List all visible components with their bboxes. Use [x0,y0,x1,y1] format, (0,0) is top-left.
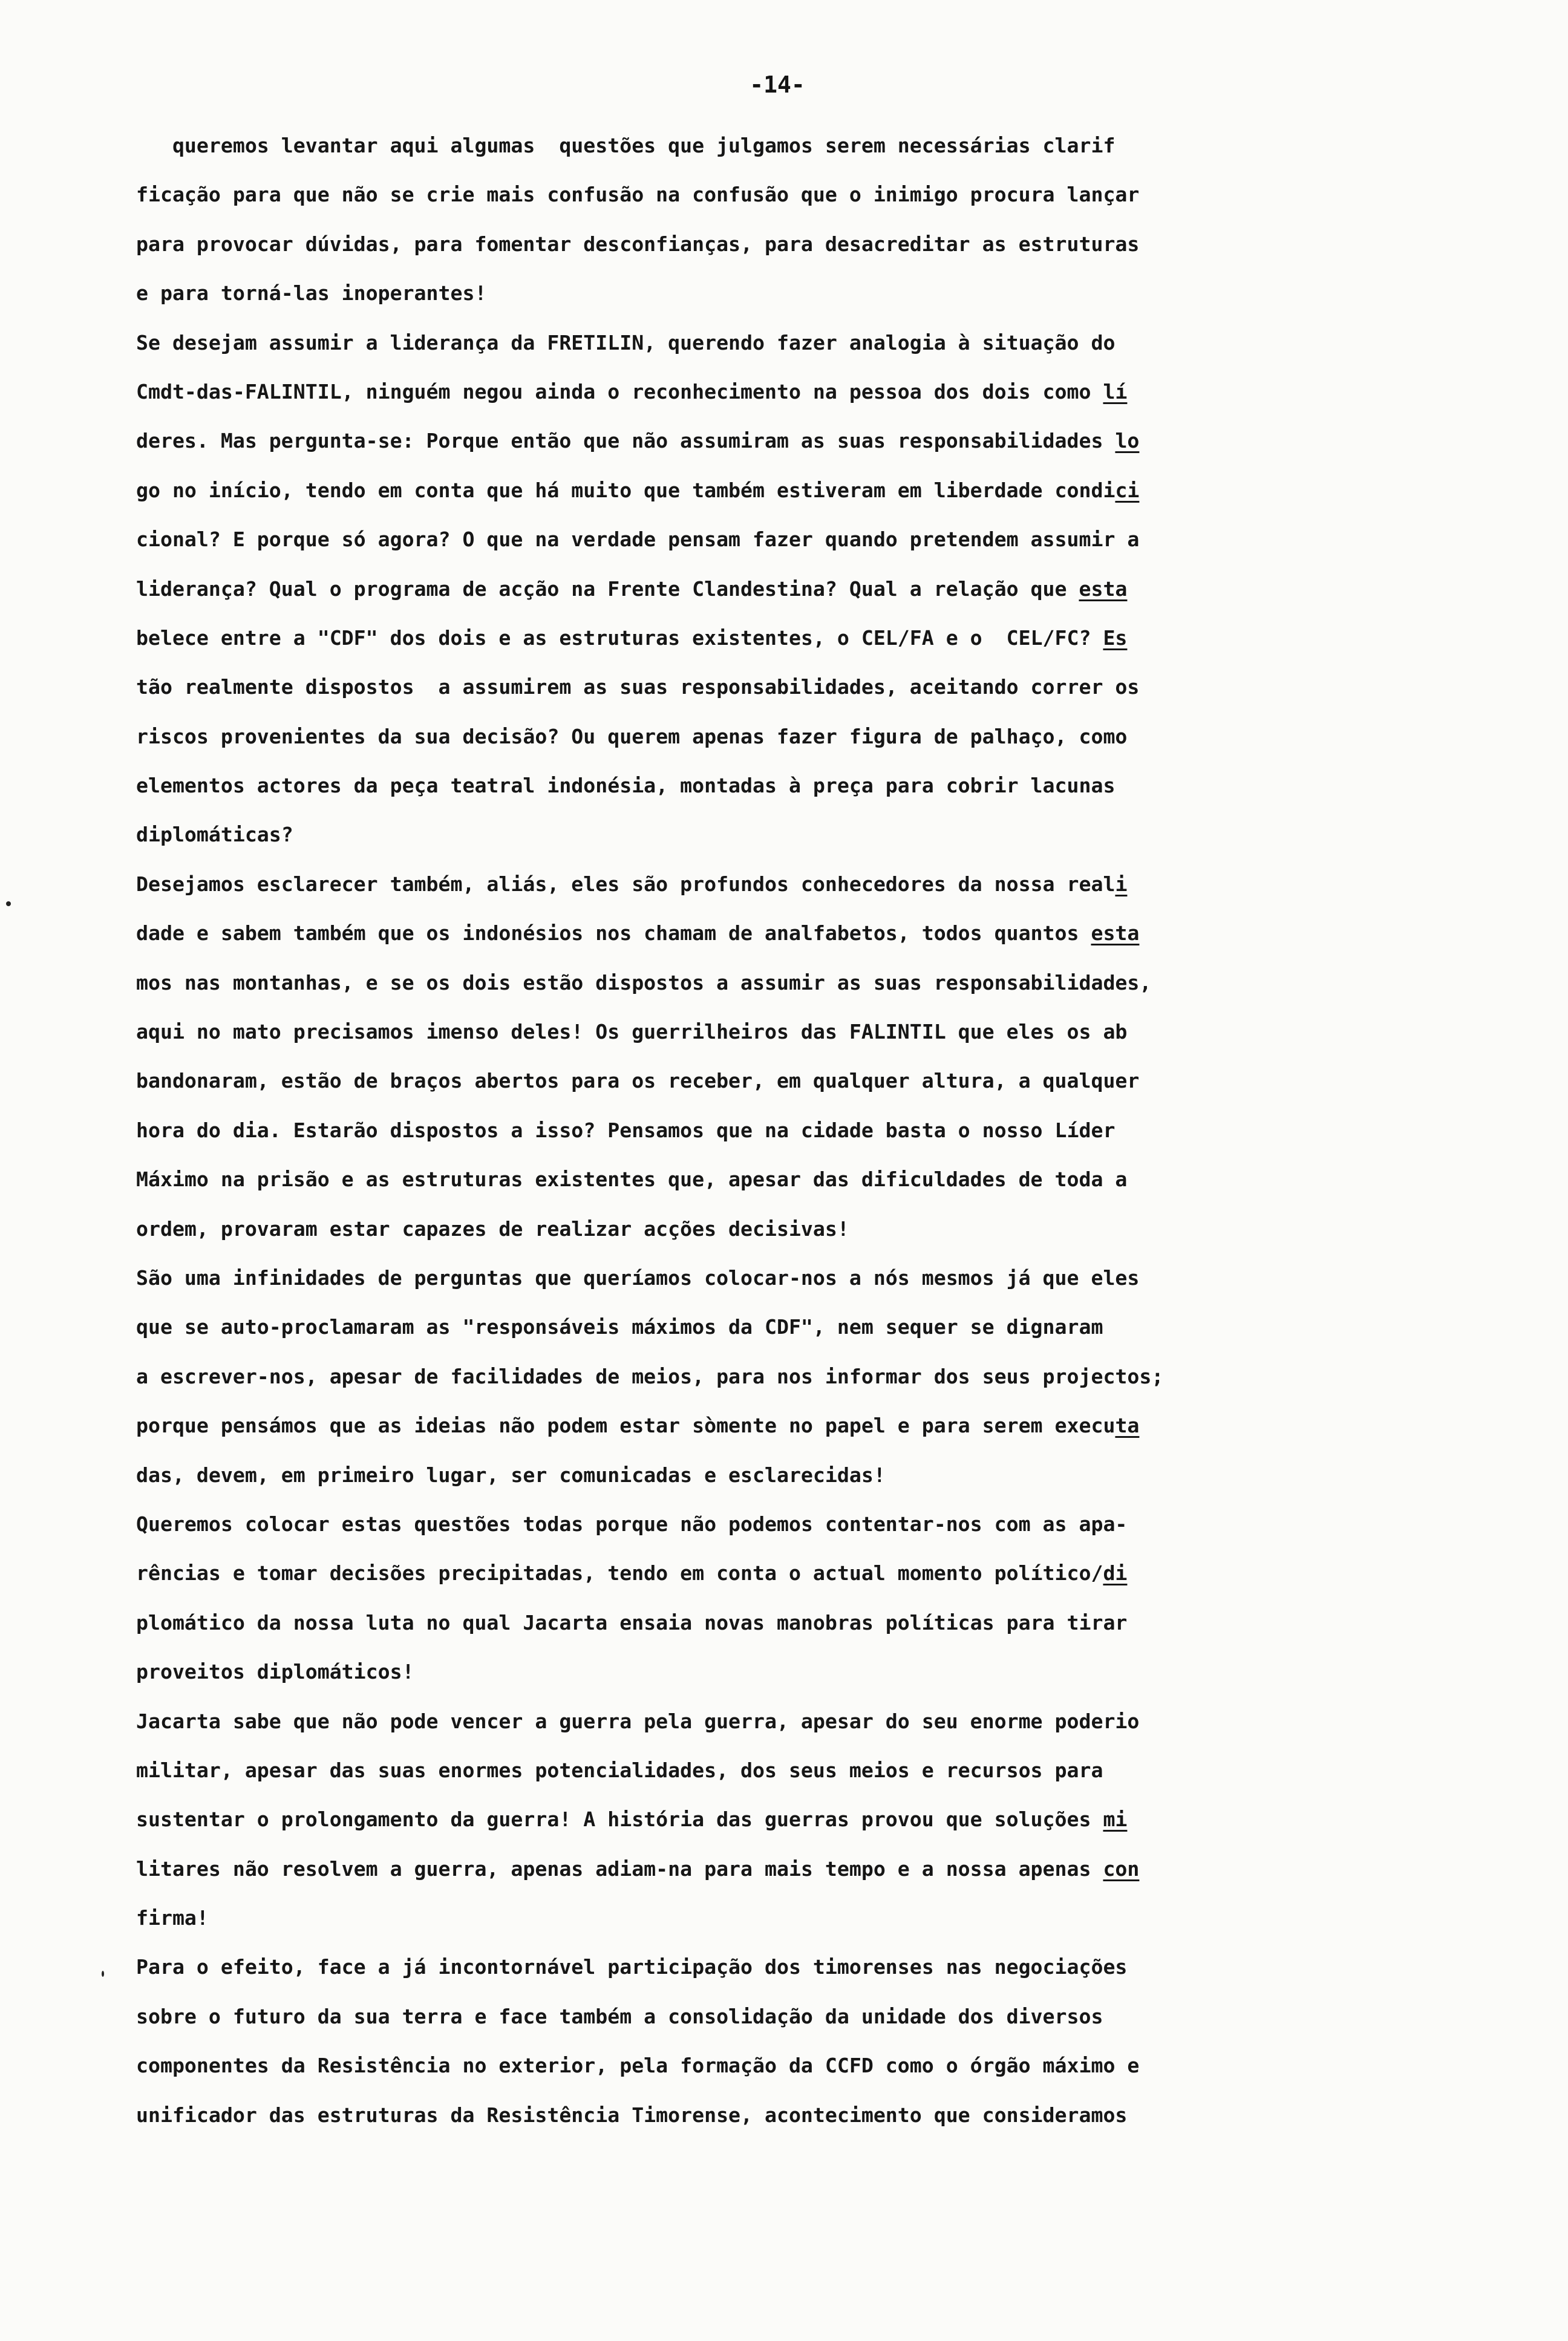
line-text: liderança? Qual o programa de acção na Frente Clandestina? Qual a relação que [136,576,1079,601]
line-text: ordem, provaram estar capazes de realizar acções decisivas! [136,1216,849,1241]
margin-mark [102,1971,104,1977]
line-text: ficação para que não se crie mais confusão na confusão que o inimigo procura lançar [136,183,1140,207]
text-line [136,220,1406,269]
line-text: go no início, tendo em conta que há muito que também estiveram em liberdade condi [136,478,1116,502]
text-line [136,1106,1406,1155]
line-text: Para o efeito, face a já incontornável participação dos timorenses nas negociações [136,1955,1128,1979]
underlined-syllable: lí [1103,379,1128,403]
text-line [136,416,1406,465]
line-text: Queremos colocar estas questões todas porque não podemos contentar-nos com as apa- [136,1512,1128,1536]
text-line [136,1746,1406,1795]
text-line [136,860,1406,909]
text-line [136,1844,1406,1893]
text-line [136,1598,1406,1647]
line-text: das, devem, em primeiro lugar, ser comunicadas e esclarecidas! [136,1463,886,1487]
text-line [136,1992,1406,2041]
line-text: aqui no mato precisamos imenso deles! Os guerrilheiros das FALINTIL que eles os ab [136,1020,1128,1044]
line-text: tão realmente dispostos a assumirem as suas responsabilidades, aceitando correr os [136,675,1140,699]
line-text: para provocar dúvidas, para fomentar desconfianças, para desacreditar as estruturas [136,232,1140,256]
line-text: Se desejam assumir a liderança da FRETILIN, querendo fazer analogia à situação do [136,330,1116,354]
text-line [136,1893,1406,1942]
line-text: queremos levantar aqui algumas questões que julgamos serem necessárias clarif [136,134,1116,157]
text-line [136,662,1406,711]
line-text: elementos actores da peça teatral indonésia, montadas à preça para cobrir lacunas [136,774,1116,798]
text-line [136,564,1406,613]
underlined-syllable: Es [1103,625,1128,650]
text-line [136,1942,1406,1991]
line-text: rências e tomar decisões precipitadas, tendo em conta o actual momento político/ [136,1561,1103,1585]
line-text: unificador das estruturas da Resistência Timorense, acontecimento que consideramos [136,2103,1128,2127]
line-text: deres. Mas pergunta-se: Porque então que não assumiram as suas responsabilidades [136,429,1116,453]
line-text: plomático da nossa luta no qual Jacarta ensaia novas manobras políticas para tirar [136,1610,1128,1634]
text-line [136,1401,1406,1450]
text-line [136,1500,1406,1549]
text-line [136,2091,1406,2140]
text-line [136,1302,1406,1351]
text-line [136,269,1406,318]
underlined-syllable: di [1103,1561,1128,1585]
text-line [136,367,1406,416]
margin-mark [6,901,11,906]
text-line [136,515,1406,564]
line-text: diplomáticas? [136,823,293,847]
text-line [136,1204,1406,1253]
line-text: São uma infinidades de perguntas que queríamos colocar-nos a nós mesmos já que eles [136,1265,1140,1290]
text-line [136,909,1406,958]
body-text [136,121,1406,2140]
line-text: porque pensámos que as ideias não podem estar sòmente no papel e para serem execu [136,1414,1116,1438]
text-line [136,1647,1406,1696]
line-text: e para torná-las inoperantes! [136,281,487,305]
underlined-syllable: ci [1115,478,1140,502]
underlined-syllable: con [1103,1856,1140,1881]
text-line [136,958,1406,1007]
underlined-syllable: ta [1115,1414,1140,1438]
text-line [136,1155,1406,1204]
underlined-syllable: mi [1103,1807,1128,1832]
line-text: sustentar o prolongamento da guerra! A história das guerras provou que soluções [136,1807,1103,1832]
line-text: dade e sabem também que os indonésios nos chamam de analfabetos, todos quantos [136,921,1091,945]
underlined-syllable: lo [1115,429,1140,453]
line-text: cional? E porque só agora? O que na verdade pensam fazer quando pretendem assumir a [136,527,1140,552]
line-text: proveitos diplomáticos! [136,1660,414,1684]
text-line [136,712,1406,761]
text-line [136,810,1406,859]
line-text: que se auto-proclamaram as "responsáveis máximos da CDF", nem sequer se dignaram [136,1315,1103,1339]
line-text: Jacarta sabe que não pode vencer a guerra pela guerra, apesar do seu enorme poderio [136,1709,1140,1733]
line-text: riscos provenientes da sua decisão? Ou querem apenas fazer figura de palhaço, como [136,724,1128,748]
line-text: mos nas montanhas, e se os dois estão dispostos a assumir as suas responsabilidades, [136,970,1152,994]
page-number: -14- [750,71,805,98]
line-text: militar, apesar das suas enormes potencialidades, dos seus meios e recursos para [136,1758,1103,1782]
text-line [136,121,1406,170]
line-text: litares não resolvem a guerra, apenas adiam-na para mais tempo e a nossa apenas [136,1856,1103,1881]
text-line [136,613,1406,662]
text-line [136,466,1406,515]
line-text: hora do dia. Estarão dispostos a isso? Pensamos que na cidade basta o nosso Líder [136,1118,1116,1142]
line-text: bandonaram, estão de braços abertos para os receber, em qualquer altura, a qualquer [136,1069,1140,1093]
text-line [136,1697,1406,1746]
line-text: sobre o futuro da sua terra e face também a consolidação da unidade dos diversos [136,2004,1103,2028]
line-text: a escrever-nos, apesar de facilidades de meios, para nos informar dos seus projectos; [136,1364,1164,1388]
text-line [136,1007,1406,1056]
line-text: Máximo na prisão e as estruturas existentes que, apesar das dificuldades de toda a [136,1167,1128,1192]
text-line [136,1451,1406,1500]
line-text: componentes da Resistência no exterior, pela formação da CCFD como o órgão máximo e [136,2054,1140,2078]
text-line [136,1056,1406,1105]
text-line [136,318,1406,367]
line-text: belece entre a "CDF" dos dois e as estruturas existentes, o CEL/FA e o CEL/FC? [136,625,1103,650]
text-line [136,1253,1406,1302]
line-text: firma! [136,1906,209,1930]
text-line [136,170,1406,219]
text-line [136,1549,1406,1598]
text-line [136,1352,1406,1401]
text-line [136,2041,1406,2090]
line-text: Desejamos esclarecer também, aliás, eles são profundos conhecedores da nossa real [136,872,1116,896]
text-line [136,761,1406,810]
underlined-syllable: esta [1079,576,1128,601]
line-text: Cmdt-das-FALINTIL, ninguém negou ainda o reconhecimento na pessoa dos dois como [136,379,1103,403]
text-line [136,1795,1406,1844]
underlined-syllable: i [1115,872,1128,896]
underlined-syllable: esta [1091,921,1140,945]
